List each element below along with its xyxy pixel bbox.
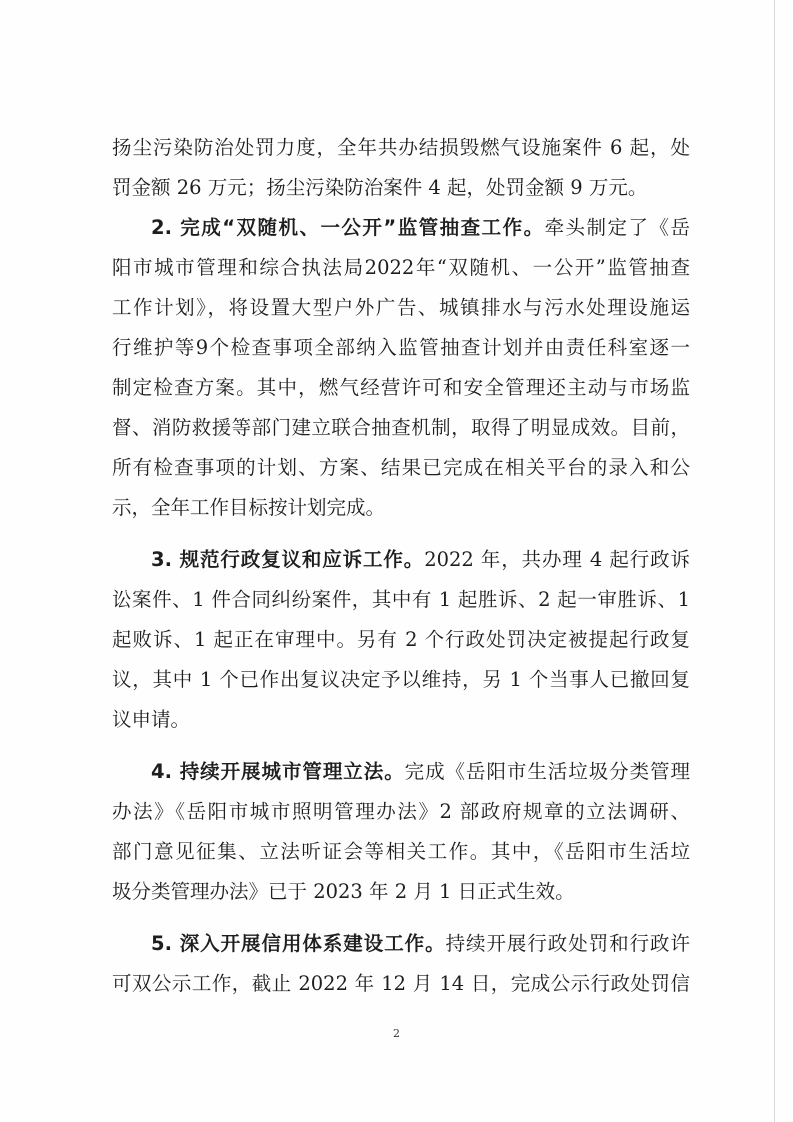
paragraph-double-random	[112, 208, 690, 528]
paragraph-credit-system	[112, 924, 690, 1004]
text-run: 牵头制定了《岳	[544, 216, 690, 239]
text-line: 督、消防救援等部门建立联合抽查机制，取得了明显成效。目前，	[112, 416, 690, 439]
text-line: 所有检查事项的计划、方案、结果已完成在相关平台的录入和公	[112, 456, 690, 479]
text-line	[112, 208, 690, 248]
section-heading: 5. 深入开展信用体系建设工作。	[151, 932, 446, 955]
text-line: 罚金额 26 万元；扬尘污染防治案件 4 起，处罚金额 9 万元。	[112, 176, 648, 199]
text-run: 2022 年，共办理 4 起行政诉	[424, 548, 690, 571]
text-line: 部门意见征集、立法听证会等相关工作。其中，《岳阳市生活垃	[112, 840, 690, 863]
paragraph-dust-penalty	[112, 128, 690, 208]
text-line: 圾分类管理办法》已于 2023 年 2 月 1 日正式生效。	[112, 880, 575, 903]
text-line: 起败诉、1 起正在审理中。另有 2 个行政处罚决定被提起行政复	[112, 628, 690, 651]
text-line	[112, 540, 690, 580]
text-line: 阳市城市管理和综合执法局2022年“双随机、一公开”监管抽查	[112, 256, 690, 279]
text-line: 议申请。	[112, 708, 191, 731]
text-line: 讼案件、1 件合同纠纷案件，其中有 1 起胜诉、2 起一审胜诉、1	[112, 588, 690, 611]
paragraph-administrative-review	[112, 540, 690, 740]
text-line: 示，全年工作目标按计划完成。	[112, 496, 386, 519]
text-line: 工作计划》，将设置大型户外广告、城镇排水与污水处理设施运	[112, 296, 690, 319]
scan-edge-line	[774, 0, 775, 1122]
text-line	[112, 752, 690, 792]
section-heading: 2. 完成“双随机、一公开”监管抽查工作。	[151, 216, 545, 239]
section-heading: 4. 持续开展城市管理立法。	[151, 760, 405, 783]
text-line: 办法》《岳阳市城市照明管理办法》2 部政府规章的立法调研、	[112, 800, 690, 823]
paragraph-urban-legislation	[112, 752, 690, 912]
text-line: 行维护等9个检查事项全部纳入监管抽查计划并由责任科室逐一	[112, 336, 690, 359]
text-line: 议，其中 1 个已作出复议决定予以维持，另 1 个当事人已撤回复	[112, 668, 690, 691]
page-number: 2	[393, 1027, 400, 1040]
text-line: 可双公示工作，截止 2022 年 12 月 14 日，完成公示行政处罚信	[112, 972, 690, 995]
text-line: 制定检查方案。其中，燃气经营许可和安全管理还主动与市场监	[112, 376, 690, 399]
body-text	[112, 128, 690, 1004]
text-line	[112, 924, 690, 964]
section-heading: 3. 规范行政复议和应诉工作。	[151, 548, 425, 571]
text-run: 完成《岳阳市生活垃圾分类管理	[404, 760, 690, 783]
text-run: 持续开展行政处罚和行政许	[445, 932, 690, 955]
text-line: 扬尘污染防治处罚力度，全年共办结损毁燃气设施案件 6 起，处	[112, 136, 690, 159]
